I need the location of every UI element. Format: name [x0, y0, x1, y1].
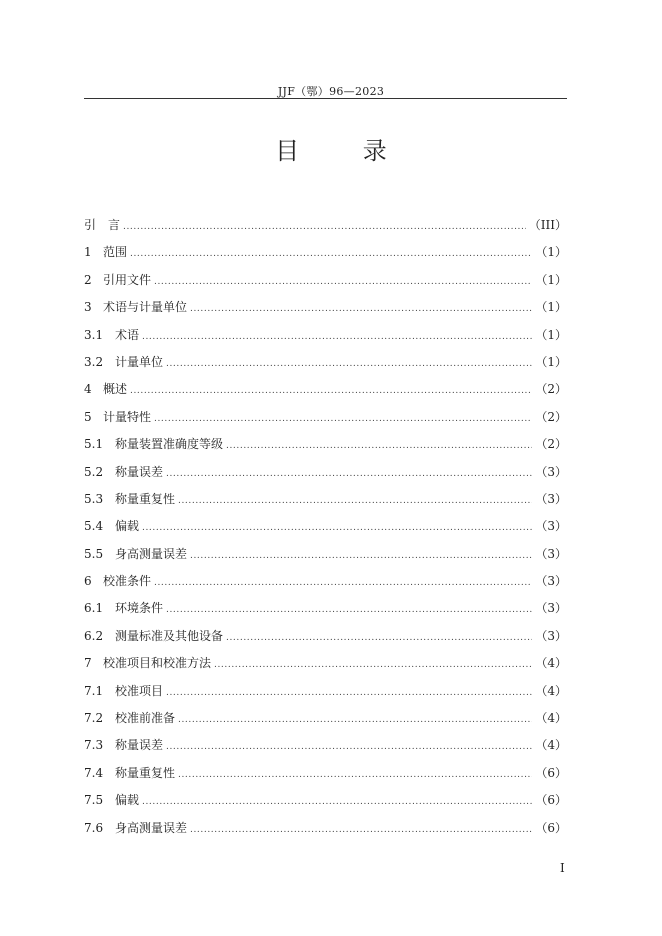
- toc-entry[interactable]: [84, 736, 567, 763]
- toc-entry[interactable]: [84, 243, 567, 270]
- toc-entry-title: 校准条件: [103, 574, 152, 589]
- toc-entry[interactable]: [84, 463, 567, 490]
- toc-entry-number: 5: [84, 409, 92, 424]
- toc-entry-page: （2）: [535, 409, 567, 424]
- toc-entry-number: 4: [84, 382, 92, 397]
- toc-entry[interactable]: [84, 326, 567, 353]
- toc-entry[interactable]: [84, 380, 567, 407]
- toc-entry-title: 术语: [115, 327, 140, 342]
- toc-entry-page: （6）: [535, 793, 567, 808]
- toc-entry[interactable]: [84, 709, 567, 736]
- toc-entry-number: 7.4: [84, 765, 104, 780]
- toc-dot-leader: [142, 332, 532, 342]
- toc-entry-page: （3）: [535, 601, 567, 616]
- toc-entry-title: 引用文件: [103, 272, 152, 287]
- toc-entry-number: 7.1: [84, 683, 104, 698]
- toc-dot-leader: [166, 469, 532, 479]
- toc-entry-number: 3.2: [84, 354, 104, 369]
- toc-entry-page: （3）: [535, 546, 567, 561]
- toc-entry[interactable]: [84, 298, 567, 325]
- toc-entry-title: 身高测量误差: [115, 546, 188, 561]
- toc-entry-page: （1）: [535, 327, 567, 342]
- toc-entry-number: 3: [84, 300, 92, 315]
- toc-dot-leader: [190, 551, 532, 561]
- toc-dot-leader: [214, 660, 532, 670]
- toc-dot-leader: [178, 770, 532, 780]
- toc-entry-title: 引 言: [84, 218, 121, 232]
- toc-entry-page: （6）: [535, 820, 567, 835]
- toc-entry-title: 校准项目: [115, 683, 164, 698]
- toc-entry-title: 概述: [103, 382, 128, 397]
- toc-dot-leader: [178, 715, 532, 725]
- toc-entry-page: （3）: [535, 574, 567, 589]
- table-of-contents: [84, 216, 567, 846]
- toc-entry-title: 术语与计量单位: [103, 300, 188, 315]
- toc-entry-title: 校准项目和校准方法: [103, 656, 212, 671]
- toc-entry-number: 6: [84, 574, 92, 589]
- document-code: JJF（鄂）96—2023: [277, 85, 385, 98]
- toc-entry-number: 5.4: [84, 519, 104, 534]
- toc-entry[interactable]: [84, 490, 567, 517]
- toc-entry-title: 校准前准备: [115, 711, 176, 726]
- toc-entry-number: 6.1: [84, 601, 104, 616]
- toc-entry[interactable]: [84, 627, 567, 654]
- toc-entry[interactable]: [84, 682, 567, 709]
- toc-entry-number: 7.2: [84, 711, 104, 726]
- toc-entry-page: （3）: [535, 628, 567, 643]
- toc-entry-title: 环境条件: [115, 601, 164, 616]
- toc-entry-page: （2）: [535, 437, 567, 452]
- page-number: I: [560, 861, 565, 875]
- toc-entry-number: 7.6: [84, 820, 104, 835]
- toc-entry-number: 1: [84, 245, 92, 260]
- toc-entry-page: （3）: [535, 464, 567, 479]
- toc-dot-leader: [142, 523, 532, 533]
- toc-entry-page: （2）: [535, 382, 567, 397]
- toc-entry-number: 5.3: [84, 491, 104, 506]
- toc-entry-page: （4）: [535, 711, 567, 726]
- header-divider: [84, 98, 567, 99]
- toc-entry-number: 5.2: [84, 464, 104, 479]
- toc-entry[interactable]: [84, 764, 567, 791]
- toc-entry-page: （1）: [535, 354, 567, 369]
- toc-entry-title: 偏载: [115, 793, 140, 808]
- toc-dot-leader: [190, 304, 532, 314]
- toc-entry-page: （3）: [535, 491, 567, 506]
- toc-entry-number: 5.1: [84, 437, 104, 452]
- toc-entry[interactable]: [84, 517, 567, 544]
- toc-entry[interactable]: [84, 435, 567, 462]
- toc-dot-leader: [226, 441, 532, 451]
- toc-entry-title: 称量重复性: [115, 765, 176, 780]
- toc-entry-page: （1）: [535, 272, 567, 287]
- toc-entry-title: 称量重复性: [115, 491, 176, 506]
- toc-entry[interactable]: [84, 791, 567, 818]
- toc-dot-leader: [178, 496, 532, 506]
- toc-entry[interactable]: [84, 353, 567, 380]
- toc-entry-page: （III）: [528, 218, 567, 232]
- toc-dot-leader: [130, 386, 532, 396]
- toc-entry-title: 称量误差: [115, 464, 164, 479]
- toc-dot-leader: [130, 249, 532, 259]
- toc-entry[interactable]: [84, 599, 567, 626]
- toc-entry-title: 计量特性: [103, 409, 152, 424]
- toc-entry-number: 3.1: [84, 327, 104, 342]
- toc-entry[interactable]: [84, 654, 567, 681]
- toc-dot-leader: [166, 359, 532, 369]
- toc-dot-leader: [142, 797, 532, 807]
- toc-entry-number: 6.2: [84, 628, 104, 643]
- toc-entry[interactable]: [84, 271, 567, 298]
- toc-dot-leader: [166, 605, 532, 615]
- toc-entry-number: 2: [84, 272, 92, 287]
- toc-entry-page: （4）: [535, 656, 567, 671]
- toc-entry-page: （3）: [535, 519, 567, 534]
- toc-entry[interactable]: [84, 545, 567, 572]
- toc-dot-leader: [123, 222, 526, 232]
- toc-entry-page: （4）: [535, 683, 567, 698]
- toc-entry-page: （6）: [535, 765, 567, 780]
- toc-entry-title: 身高测量误差: [115, 820, 188, 835]
- toc-entry[interactable]: [84, 819, 567, 846]
- toc-entry-page: （1）: [535, 300, 567, 315]
- toc-entry-page: （4）: [535, 738, 567, 753]
- toc-entry-title: 测量标准及其他设备: [115, 628, 224, 643]
- toc-entry-title: 称量装置准确度等级: [115, 437, 224, 452]
- page-title: 目 录: [275, 137, 415, 165]
- toc-dot-leader: [166, 688, 532, 698]
- toc-dot-leader: [166, 742, 532, 752]
- toc-entry-number: 7.5: [84, 793, 104, 808]
- toc-entry-title: 称量误差: [115, 738, 164, 753]
- toc-dot-leader: [154, 578, 532, 588]
- toc-entry-number: 7: [84, 656, 92, 671]
- toc-entry-title: 范围: [103, 245, 128, 260]
- toc-dot-leader: [226, 633, 532, 643]
- toc-entry[interactable]: [84, 572, 567, 599]
- toc-entry[interactable]: [84, 216, 567, 243]
- toc-entry-number: 7.3: [84, 738, 104, 753]
- toc-dot-leader: [154, 277, 532, 287]
- toc-entry-page: （1）: [535, 245, 567, 260]
- toc-entry-title: 偏载: [115, 519, 140, 534]
- toc-dot-leader: [154, 414, 532, 424]
- toc-dot-leader: [190, 825, 532, 835]
- toc-entry-number: 5.5: [84, 546, 104, 561]
- toc-entry-title: 计量单位: [115, 354, 164, 369]
- toc-entry[interactable]: [84, 408, 567, 435]
